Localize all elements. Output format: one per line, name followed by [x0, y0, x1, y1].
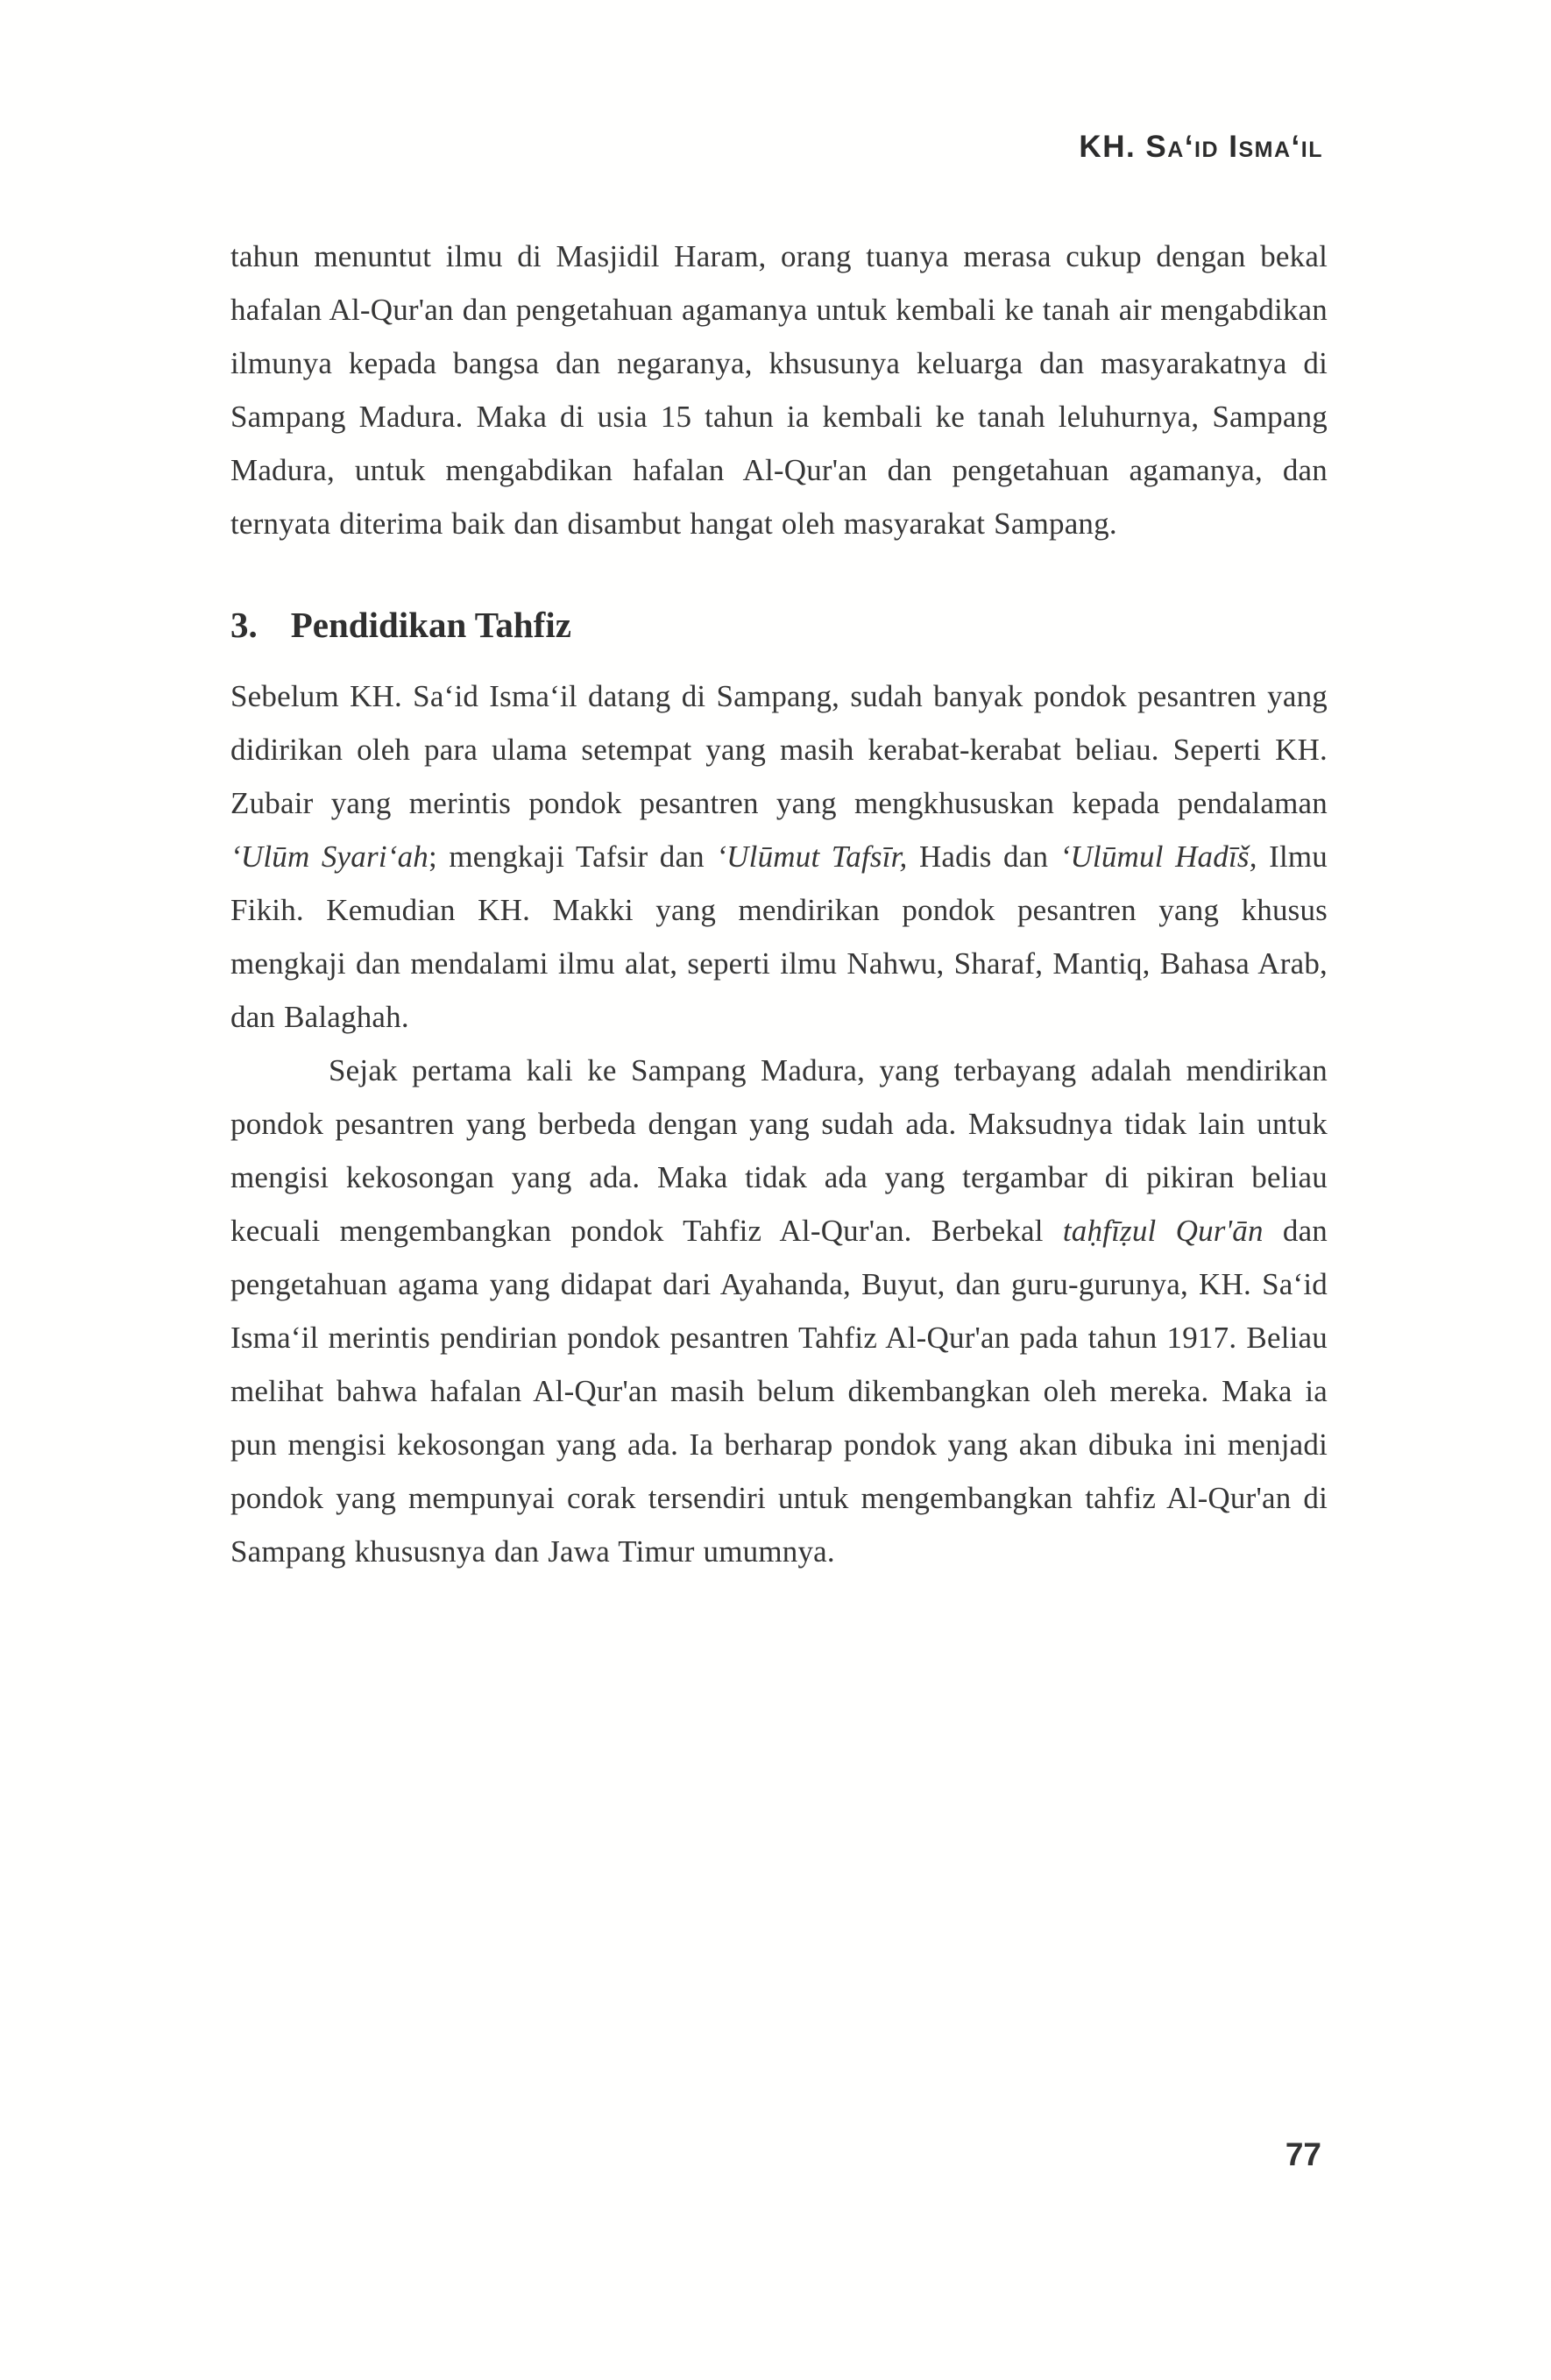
text-run: Sebelum KH. Sa‘id Isma‘il datang di Sampang, sudah banyak pondok pesantren yang didirikan oleh para ulama setempat yang masih kerabat-kerabat beliau. Seperti KH. Zubair yang merintis pondok pesantren yang mengkhususkan kepada pendalaman — [230, 679, 1328, 820]
text-run: Hadis dan — [907, 839, 1060, 874]
page-number: 77 — [1285, 2136, 1321, 2172]
section-heading — [230, 603, 1328, 647]
italic-text-run: ‘Ulūmut Tafsīr, — [716, 839, 908, 874]
italic-text-run: ‘Ulūmul Hadīš, — [1059, 839, 1257, 874]
section-number: 3. — [230, 605, 258, 645]
paragraph — [230, 230, 1328, 550]
text-run: Sejak pertama kali ke Sampang Madura, yang terbayang adalah mendirikan pondok pesantren yang berbeda dengan yang sudah ada. Maksudnya tidak lain untuk mengisi kekosongan yang ada. Maka tidak ada yang tergambar di pikiran beliau kecuali mengembangkan pondok Tahfiz Al-Qur'an. Berbekal — [230, 1053, 1328, 1248]
italic-text-run: ‘Ulūm Syari‘ah — [230, 839, 428, 874]
running-header: KH. Sa‘id Isma‘il — [1079, 130, 1323, 164]
text-run: dan pengetahuan agama yang didapat dari Ayahanda, Buyut, dan guru-gurunya, KH. Sa‘id Isma‘il merintis pendirian pondok pesantren Tahfiz Al-Qur'an pada tahun 1917. Beliau melihat bahwa hafalan Al-Qur'an masih belum dikembangkan oleh mereka. Maka ia pun mengisi kekosongan yang ada. Ia berharap pondok yang akan dibuka ini menjadi pondok yang mempunyai corak tersendiri untuk mengembangkan tahfiz Al-Qur'an di Sampang khususnya dan Jawa Timur umumnya. — [230, 1214, 1328, 1569]
text-run: ; mengkaji Tafsir dan — [428, 839, 717, 874]
section-title: Pendidikan Tahfiz — [290, 605, 571, 645]
text-run: tahun menuntut ilmu di Masjidil Haram, orang tuanya merasa cukup dengan bekal hafalan Al-Qur'an dan pengetahuan agamanya untuk kembali ke tanah air mengabdikan ilmunya kepada bangsa dan negaranya, khsusunya keluarga dan masyarakatnya di Sampang Madura. Maka di usia 15 tahun ia kembali ke tanah leluhurnya, Sampang Madura, untuk mengabdikan hafalan Al-Qur'an dan pengetahuan agamanya, dan ternyata diterima baik dan disambut hangat oleh masyarakat Sampang. — [230, 239, 1328, 541]
italic-text-run: taḥfīẓul Qur'ān — [1062, 1214, 1264, 1248]
text-run: Ilmu Fikih. Kemudian KH. Makki yang mendirikan pondok pesantren yang khusus mengkaji dan mendalami ilmu alat, seperti ilmu Nahwu, Sharaf, Mantiq, Bahasa Arab, dan Balaghah. — [230, 839, 1328, 1034]
text-block — [230, 230, 1328, 1578]
paragraph — [230, 1044, 1328, 1578]
paragraph — [230, 669, 1328, 1044]
